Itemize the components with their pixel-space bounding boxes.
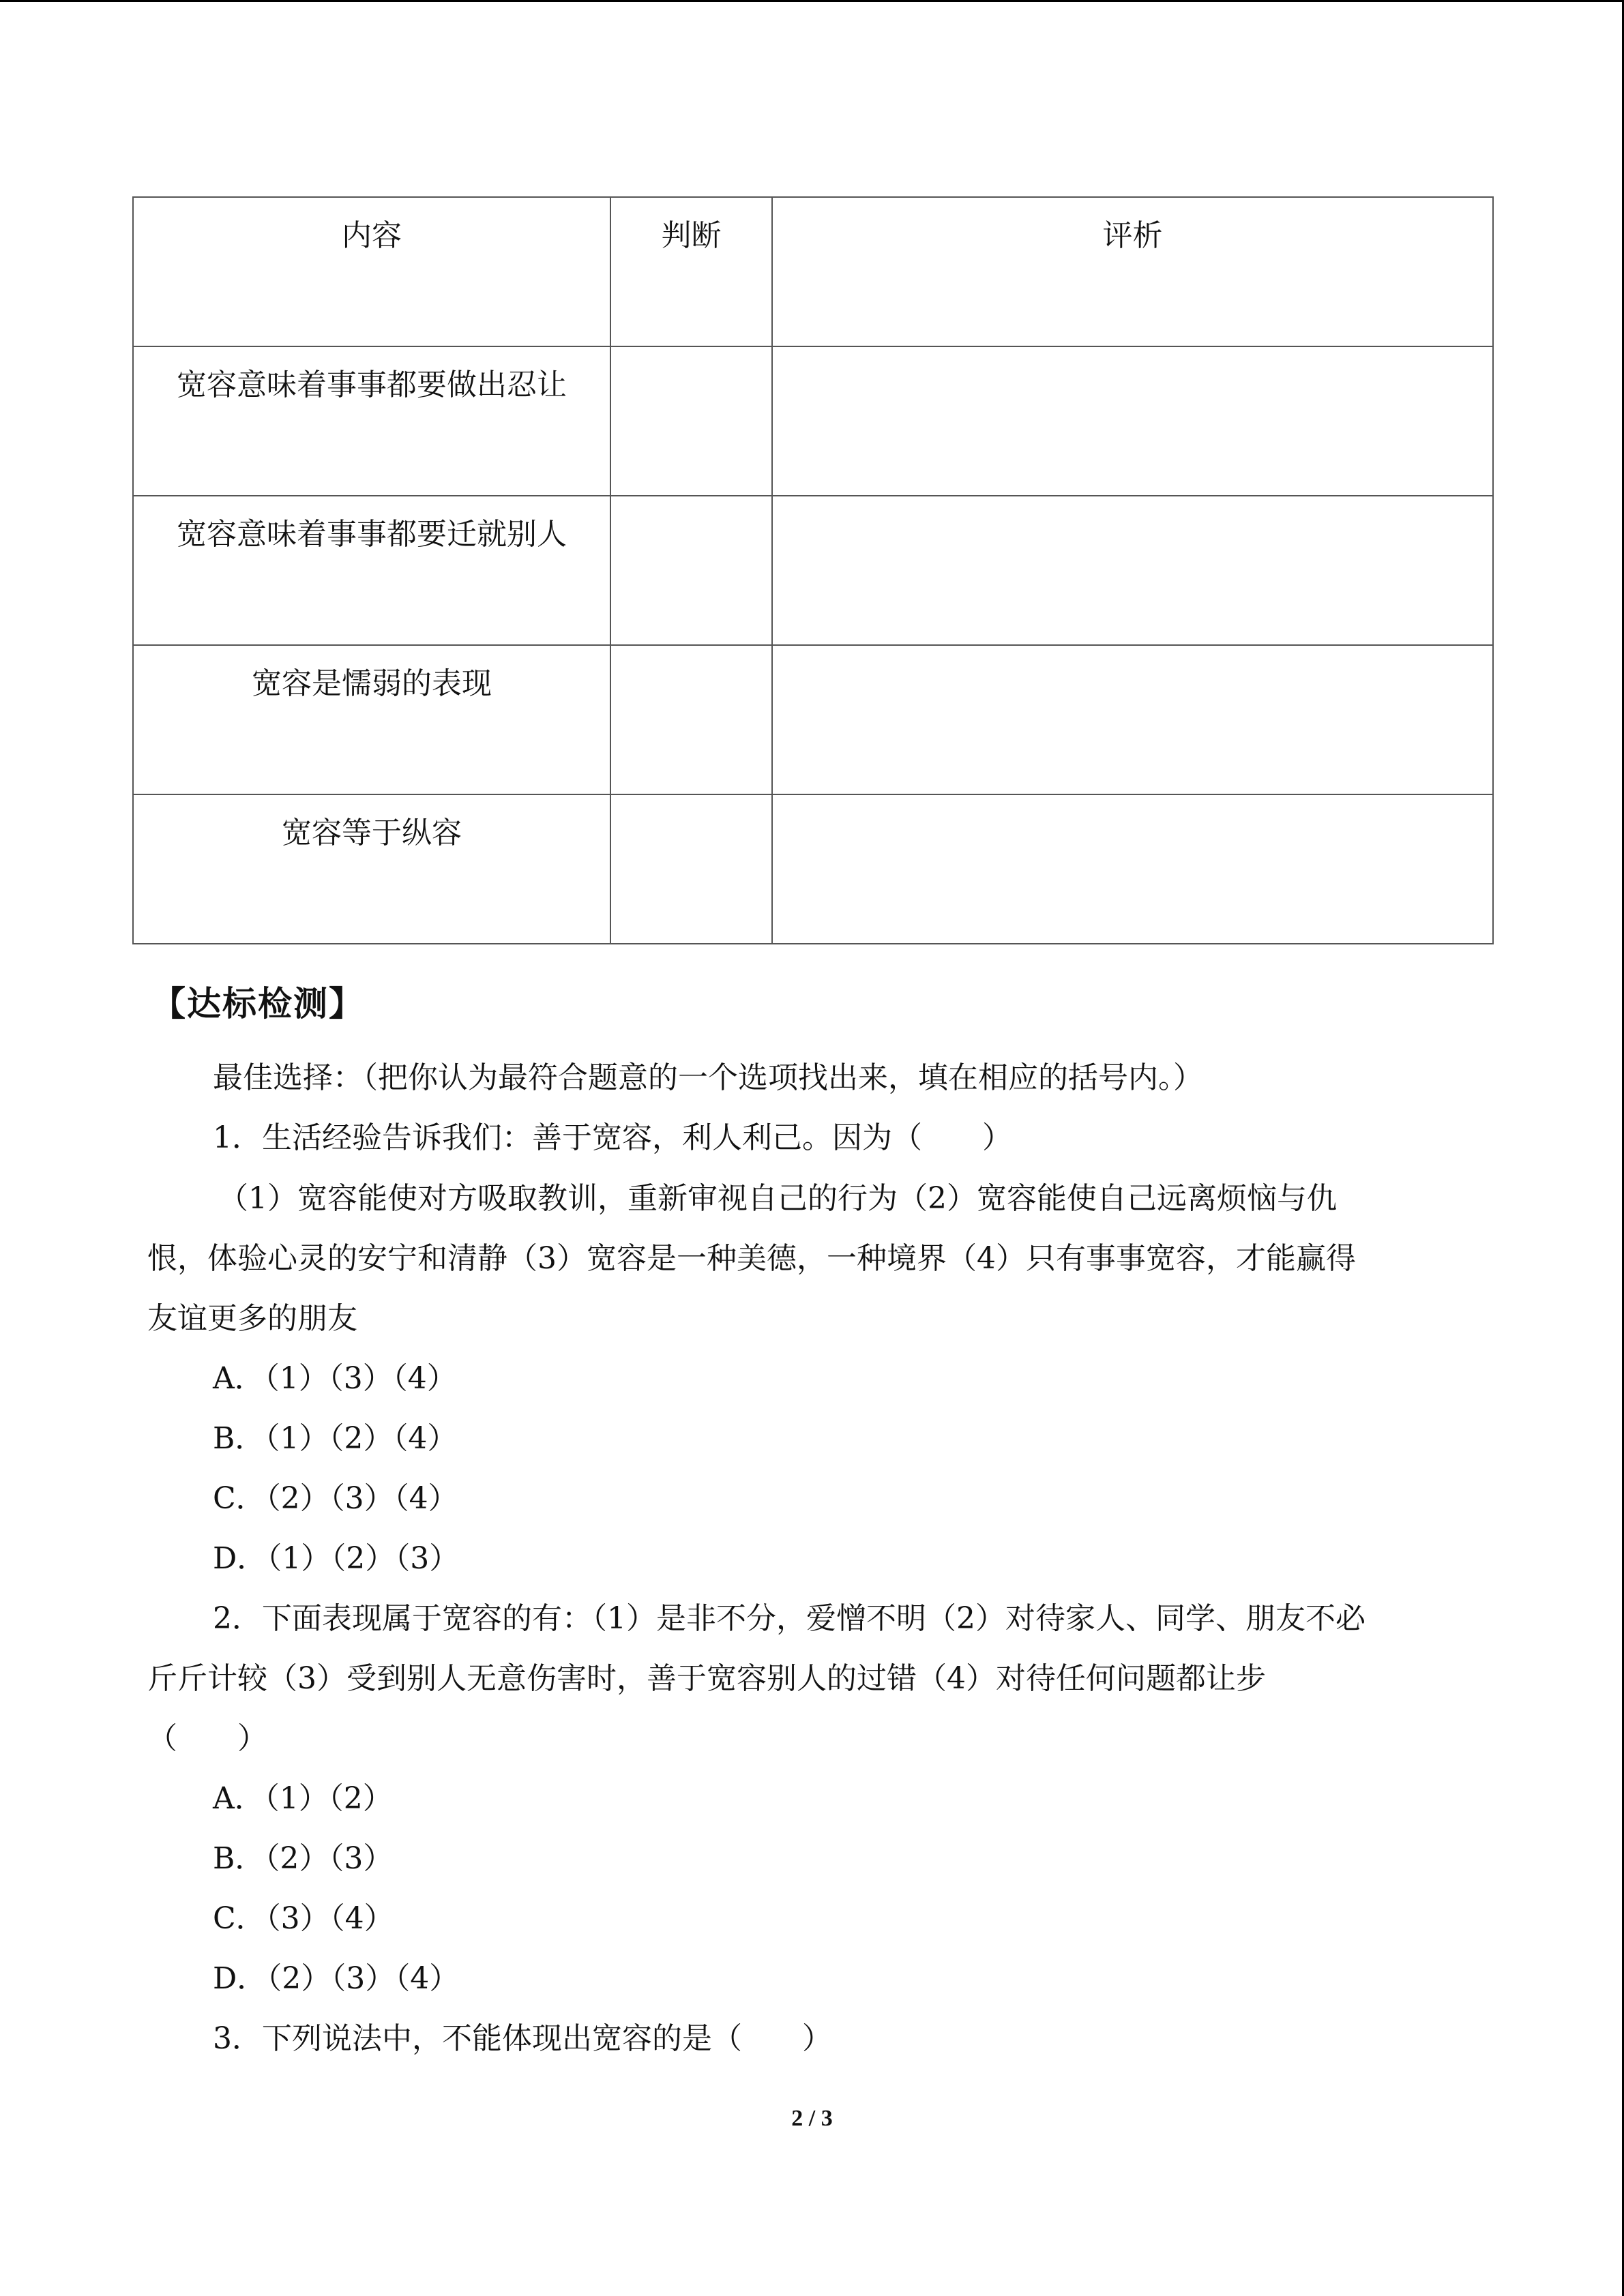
top-border-line <box>0 0 1624 2</box>
q1-stem: 1．生活经验告诉我们：善于宽容，利人利己。因为（ ） <box>213 1120 1012 1155</box>
q1-option-b[interactable]: B．（1）（2）（4） <box>213 1421 458 1456</box>
row-content-cell: 宽容是懦弱的表现 <box>133 645 610 794</box>
row-analysis-cell[interactable] <box>772 645 1493 794</box>
q1-option-a[interactable]: A．（1）（3）（4） <box>213 1361 457 1396</box>
page-number: 2 / 3 <box>791 2106 833 2131</box>
judgment-table <box>132 196 1494 944</box>
q1-statements-line-1: （1）宽容能使对方吸取教训，重新审视自己的行为（2）宽容能使自己远离烦恼与仇 <box>218 1181 1337 1216</box>
q2-stem-line-3: （ ） <box>147 1721 267 1756</box>
table-row <box>133 496 1493 645</box>
row-judge-cell[interactable] <box>610 496 772 645</box>
q1-option-c[interactable]: C．（2）（3）（4） <box>213 1481 458 1516</box>
header-analysis: 评析 <box>772 197 1493 346</box>
row-analysis-cell[interactable] <box>772 496 1493 645</box>
row-judge-cell[interactable] <box>610 794 772 944</box>
q2-option-d[interactable]: D．（2）（3）（4） <box>213 1961 460 1996</box>
row-content-cell: 宽容意味着事事都要迁就别人 <box>133 496 610 645</box>
q1-option-d[interactable]: D．（1）（2）（3） <box>213 1541 460 1576</box>
row-judge-cell[interactable] <box>610 645 772 794</box>
q2-option-c[interactable]: C．（3）（4） <box>213 1901 394 1936</box>
header-content: 内容 <box>133 197 610 346</box>
q2-stem-line-1: 2．下面表现属于宽容的有：（1）是非不分，爱憎不明（2）对待家人、同学、朋友不必 <box>213 1601 1365 1636</box>
section-title: 【达标检测】 <box>151 984 364 1024</box>
q3-stem: 3．下列说法中，不能体现出宽容的是（ ） <box>213 2021 832 2056</box>
table-row <box>133 645 1493 794</box>
q2-stem-line-2: 斤斤计较（3）受到别人无意伤害时，善于宽容别人的过错（4）对待任何问题都让步 <box>147 1661 1266 1696</box>
q1-statements-line-3: 友谊更多的朋友 <box>147 1301 357 1336</box>
header-judge: 判断 <box>610 197 772 346</box>
table-row <box>133 794 1493 944</box>
row-judge-cell[interactable] <box>610 346 772 496</box>
q1-statements-line-2: 恨，体验心灵的安宁和清静（3）宽容是一种美德，一种境界（4）只有事事宽容，才能赢得 <box>147 1241 1356 1276</box>
q2-option-b[interactable]: B．（2）（3） <box>213 1841 394 1876</box>
row-content-cell: 宽容意味着事事都要做出忍让 <box>133 346 610 496</box>
q2-option-a[interactable]: A．（1）（2） <box>213 1781 393 1816</box>
instructions: 最佳选择：（把你认为最符合题意的一个选项找出来，填在相应的括号内。） <box>213 1060 1203 1095</box>
row-analysis-cell[interactable] <box>772 346 1493 496</box>
row-content-cell: 宽容等于纵容 <box>133 794 610 944</box>
table-row <box>133 346 1493 496</box>
table-header-row <box>133 197 1493 346</box>
row-analysis-cell[interactable] <box>772 794 1493 944</box>
